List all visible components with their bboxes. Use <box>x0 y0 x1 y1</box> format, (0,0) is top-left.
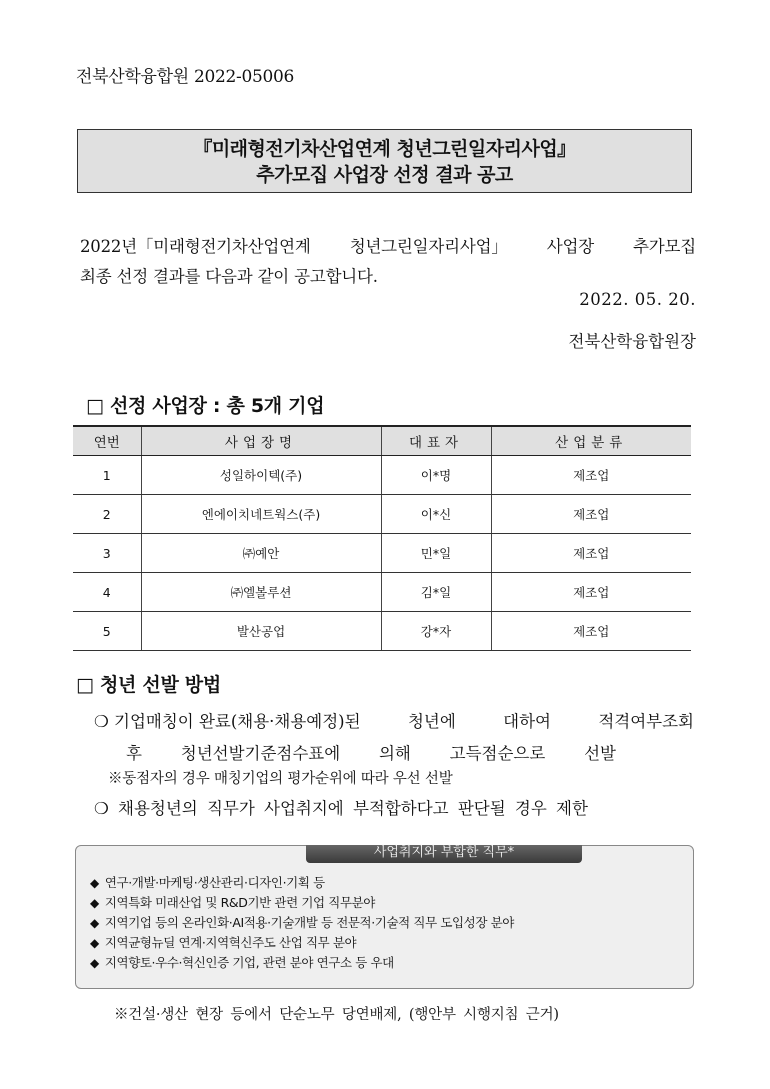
table-row <box>73 612 691 651</box>
method-word: 의해 <box>378 744 411 763</box>
method-word: 청년선발기준점수표에 <box>180 744 341 763</box>
method-item-2: ❍ 채용청년의 직무가 사업취지에 부적합하다고 판단될 경우 제한 <box>94 799 588 818</box>
intro-word: 2022년「미래형전기차산업연계 <box>80 237 311 256</box>
intro-line-1 <box>80 232 696 262</box>
table-row <box>73 456 691 495</box>
table-header-row <box>73 426 691 456</box>
selected-firms-table <box>73 425 691 651</box>
title-line-2: 추가모집 사업장 선정 결과 공고 <box>256 164 513 186</box>
method-word: 대하여 <box>503 712 551 731</box>
list-item <box>90 933 514 953</box>
intro-word: 추가모집 <box>633 237 696 256</box>
cell-ceo: 김*일 <box>381 573 491 612</box>
cell-no: 3 <box>73 534 141 573</box>
cell-firm: 성일하이텍(주) <box>141 456 381 495</box>
method-word: ❍ 기업매칭이 완료(채용·채용예정)된 <box>94 712 361 731</box>
section-selected-firms-title: □ 선정 사업장 : 총 5개 기업 <box>86 395 325 417</box>
cell-industry: 제조업 <box>491 534 691 573</box>
col-header-no: 연번 <box>73 426 141 456</box>
cell-firm: 엔에이치네트웍스(주) <box>141 495 381 534</box>
list-item <box>90 873 514 893</box>
section-selection-method-title: □ 청년 선발 방법 <box>76 674 221 696</box>
duty-text: 연구·개발·마케팅·생산관리·디자인·기획 등 <box>104 875 325 890</box>
intro-paragraph <box>80 232 696 292</box>
method-word: 고득점순으로 <box>449 744 546 763</box>
col-header-firm: 사업장명 <box>141 426 381 456</box>
announcement-date: 2022. 05. 20. <box>579 290 696 309</box>
method-1-line-2 <box>94 738 616 770</box>
cell-ceo: 이*신 <box>381 495 491 534</box>
cell-firm: ㈜엘볼루션 <box>141 573 381 612</box>
list-item <box>90 913 514 933</box>
table-row <box>73 495 691 534</box>
cell-no: 1 <box>73 456 141 495</box>
intro-word: 청년그린일자리사업」 <box>349 237 508 256</box>
cell-no: 5 <box>73 612 141 651</box>
cell-industry: 제조업 <box>491 612 691 651</box>
method-word: 청년에 <box>407 712 456 731</box>
cell-firm: 발산공업 <box>141 612 381 651</box>
method-1-line-1 <box>94 706 694 738</box>
title-line-1: 『미래형전기차산업연계 청년그린일자리사업』 <box>193 138 576 160</box>
list-item <box>90 953 514 973</box>
cell-industry: 제조업 <box>491 573 691 612</box>
cell-ceo: 민*일 <box>381 534 491 573</box>
diamond-bullet-icon: ◆ <box>90 956 99 970</box>
cell-firm: ㈜예안 <box>141 534 381 573</box>
cell-no: 4 <box>73 573 141 612</box>
table-row <box>73 534 691 573</box>
diamond-bullet-icon: ◆ <box>90 936 99 950</box>
cell-no: 2 <box>73 495 141 534</box>
diamond-bullet-icon: ◆ <box>90 876 99 890</box>
method-item-1 <box>94 706 694 770</box>
diamond-bullet-icon: ◆ <box>90 896 99 910</box>
duty-text: 지역향토·우수·혁신인증 기업, 관련 분야 연구소 등 우대 <box>104 955 394 970</box>
eligible-duties-list <box>90 873 514 973</box>
announcement-title <box>77 129 692 193</box>
method-word: 적격여부조회 <box>598 712 694 731</box>
method-word: 후 <box>126 744 142 763</box>
list-item <box>90 893 514 913</box>
intro-line-2: 최종 선정 결과를 다음과 같이 공고합니다. <box>80 267 378 286</box>
eligible-duties-box <box>75 845 694 989</box>
cell-ceo: 강*자 <box>381 612 491 651</box>
duty-text: 지역기업 등의 온라인화·AI적용·기술개발 등 전문적·기술적 직무 도입성장 분야 <box>104 915 514 930</box>
cell-ceo: 이*명 <box>381 456 491 495</box>
document-number: 전북산학융합원 2022-05006 <box>76 67 295 87</box>
eligible-duties-title: 사업취지와 부합한 직무* <box>306 845 582 863</box>
diamond-bullet-icon: ◆ <box>90 916 99 930</box>
intro-word: 사업장 <box>546 237 594 256</box>
tie-break-note: ※동점자의 경우 매칭기업의 평가순위에 따라 우선 선발 <box>108 771 453 787</box>
col-header-industry: 산업분류 <box>491 426 691 456</box>
cell-industry: 제조업 <box>491 495 691 534</box>
cell-industry: 제조업 <box>491 456 691 495</box>
table-row <box>73 573 691 612</box>
col-header-ceo: 대표자 <box>381 426 491 456</box>
duty-text: 지역균형뉴딜 연계·지역혁신주도 산업 직무 분야 <box>104 935 357 950</box>
footer-note: ※건설·생산 현장 등에서 단순노무 당연배제, (행안부 시행지침 근거) <box>114 1007 559 1023</box>
duty-text: 지역특화 미래산업 및 R&D기반 관련 기업 직무분야 <box>104 895 375 910</box>
method-word: 선발 <box>584 744 616 763</box>
signer: 전북산학융합원장 <box>568 332 696 351</box>
